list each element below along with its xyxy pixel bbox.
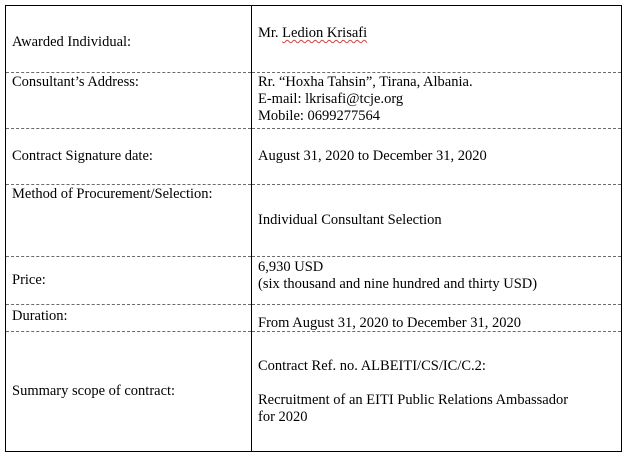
consultant-address-label-text: Consultant’s Address:: [12, 74, 139, 90]
price-amount: 6,930 USD: [258, 259, 324, 275]
price-value: [252, 257, 622, 305]
awarded-individual-prefix: Mr.: [258, 25, 283, 41]
method-of-procurement-value: Individual Consultant Selection: [252, 185, 622, 257]
summary-scope-label: Summary scope of contract:: [6, 332, 252, 452]
consultant-address-value: [252, 73, 622, 129]
method-of-procurement-label-text: Method of Procurement/Selection:: [12, 186, 213, 202]
consultant-address-label: [6, 73, 252, 129]
spacer: [258, 375, 615, 392]
table-row-duration: [6, 305, 622, 332]
duration-label: [6, 305, 252, 332]
address-email: E-mail: lkrisafi@tcje.org: [258, 91, 404, 107]
awarded-individual-value: [252, 6, 622, 73]
table-row-summary-scope: [6, 332, 622, 452]
contract-signature-date-value: August 31, 2020 to December 31, 2020: [252, 129, 622, 185]
address-street: Rr. “Hoxha Tahsin”, Tirana, Albania.: [258, 74, 473, 90]
summary-scope-value: [252, 332, 622, 452]
duration-value-text: From August 31, 2020 to December 31, 2020: [258, 315, 521, 331]
awarded-individual-name: Ledion Krisafi: [282, 25, 368, 41]
contract-award-table: [5, 5, 622, 452]
price-label: Price:: [6, 257, 252, 305]
price-in-words: (six thousand and nine hundred and thirty USD): [258, 276, 538, 292]
duration-label-text: Duration:: [12, 308, 68, 324]
duration-value: [252, 305, 622, 332]
awarded-individual-label-text: Awarded Individual:: [12, 33, 132, 50]
method-of-procurement-label: [6, 185, 252, 257]
scope-line-2: for 2020: [258, 408, 308, 425]
awarded-individual-label: [6, 6, 252, 73]
table-row-consultant-address: [6, 73, 622, 129]
table-row-price: [6, 257, 622, 305]
table-row-contract-signature-date: [6, 129, 622, 185]
table-row-method-of-procurement: [6, 185, 622, 257]
scope-line-1: Recruitment of an EITI Public Relations Ambassador: [258, 391, 569, 408]
table-row-awarded-individual: [6, 6, 622, 73]
contract-ref: Contract Ref. no. ALBEITI/CS/IC/C.2:: [258, 357, 486, 374]
contract-signature-date-label: Contract Signature date:: [6, 129, 252, 185]
address-mobile: Mobile: 0699277564: [258, 108, 381, 124]
